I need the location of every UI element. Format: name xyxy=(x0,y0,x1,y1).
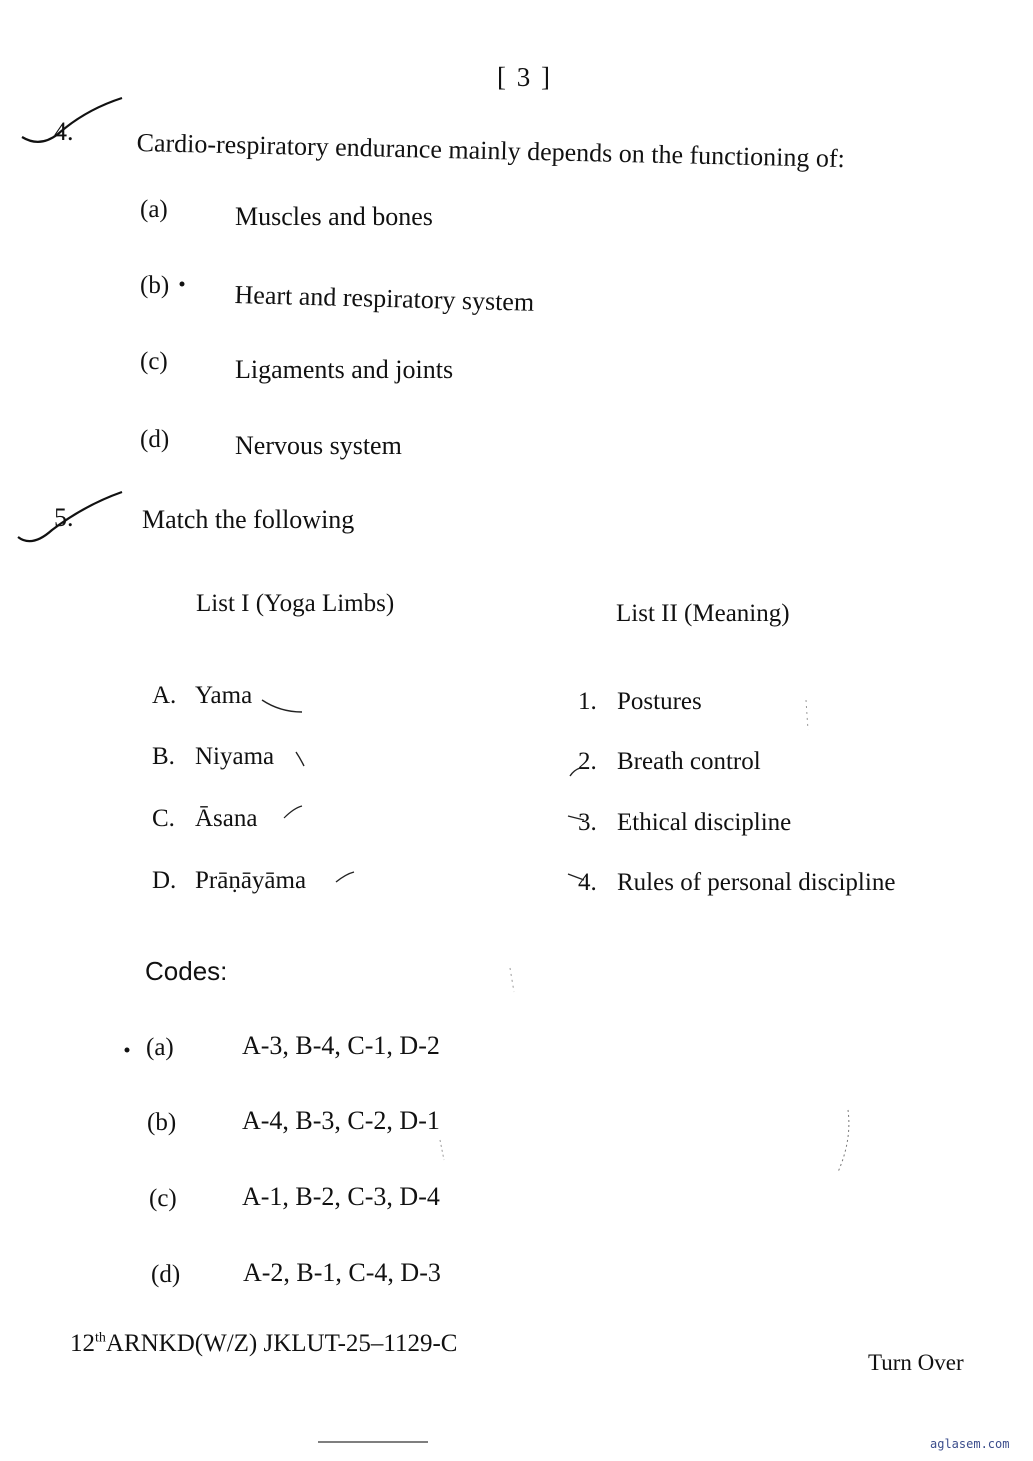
tick-mark-q4 xyxy=(22,98,122,142)
ink-dot xyxy=(180,282,185,287)
scan-speck xyxy=(440,1140,444,1160)
list-i-key-a: A. xyxy=(152,682,177,709)
q4-option-b-label: (b) xyxy=(140,272,170,299)
page-number: [ 3 ] xyxy=(497,62,552,92)
ink-dot xyxy=(125,1048,130,1053)
list-i-item-a: Yama xyxy=(195,682,253,709)
list-i-item-c: Āsana xyxy=(195,805,258,832)
q4-option-d-label: (d) xyxy=(140,426,170,453)
codes-title: Codes: xyxy=(145,956,228,986)
pen-stroke xyxy=(284,806,302,818)
pen-stroke xyxy=(336,872,354,882)
q4-option-c-label: (c) xyxy=(140,348,168,375)
list-i-item-d: Prāṇāyāma xyxy=(195,867,307,894)
code-c-label: (c) xyxy=(149,1185,177,1212)
q4-option-a-text: Muscles and bones xyxy=(235,202,433,231)
tick-mark-q5 xyxy=(18,492,122,541)
list-ii-item-1: Postures xyxy=(617,688,702,715)
code-d-label: (d) xyxy=(151,1261,181,1288)
code-a-label: (a) xyxy=(146,1034,174,1061)
scan-speck xyxy=(806,700,808,730)
list-ii-item-4: Rules of personal discipline xyxy=(617,869,896,896)
watermark: aglasem.com xyxy=(930,1437,1010,1451)
code-d-text: A-2, B-1, C-4, D-3 xyxy=(243,1258,441,1287)
code-b-text: A-4, B-3, C-2, D-1 xyxy=(242,1106,440,1135)
turn-over-note: Turn Over xyxy=(868,1350,964,1375)
q4-option-a-label: (a) xyxy=(140,196,168,223)
q4-option-c-text: Ligaments and joints xyxy=(235,355,454,384)
list-i-key-b: B. xyxy=(152,743,175,770)
question-4-text: Cardio-respiratory endurance mainly depends on the functioning of: xyxy=(136,128,846,174)
list-ii-item-2: Breath control xyxy=(617,748,761,775)
q4-option-b-text: Heart and respiratory system xyxy=(234,280,535,317)
pen-stroke xyxy=(262,700,302,712)
question-5-number: 5. xyxy=(54,503,74,532)
list-i-key-d: D. xyxy=(152,867,177,894)
pen-stroke xyxy=(296,752,304,766)
question-4-number: 4. xyxy=(54,117,74,146)
list-ii-item-3: Ethical discipline xyxy=(617,809,792,836)
question-5-text: Match the following xyxy=(142,505,355,534)
scan-speck xyxy=(510,968,514,992)
pen-stroke xyxy=(568,816,584,820)
list-i-title: List I (Yoga Limbs) xyxy=(196,590,395,617)
q4-option-d-text: Nervous system xyxy=(235,431,402,460)
list-ii-key-2: 2. xyxy=(578,748,597,775)
code-c-text: A-1, B-2, C-3, D-4 xyxy=(242,1182,440,1211)
list-i-key-c: C. xyxy=(152,805,175,832)
pen-stroke xyxy=(568,874,584,880)
scan-speck xyxy=(838,1110,849,1172)
paper-code: 12thARNKD(W/Z) JKLUT-25–1129-C xyxy=(70,1330,458,1357)
pen-stroke xyxy=(570,768,580,776)
list-ii-title: List II (Meaning) xyxy=(616,600,790,627)
list-ii-key-4: 4. xyxy=(578,869,597,896)
list-ii-key-1: 1. xyxy=(578,688,597,715)
list-ii-key-3: 3. xyxy=(578,809,597,836)
list-i-item-b: Niyama xyxy=(195,743,275,770)
code-b-label: (b) xyxy=(147,1109,177,1136)
code-a-text: A-3, B-4, C-1, D-2 xyxy=(242,1031,440,1060)
